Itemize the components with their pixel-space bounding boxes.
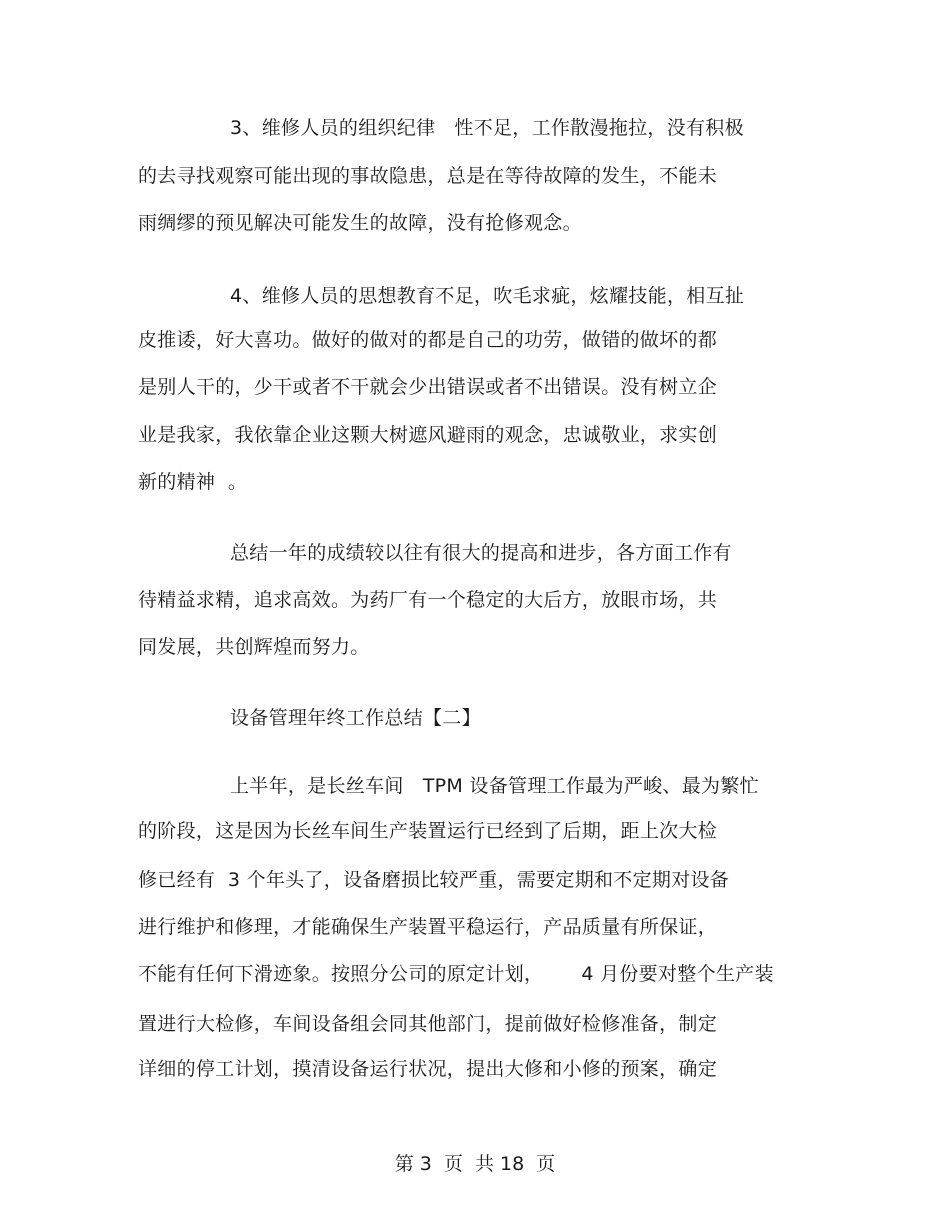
paragraph-4-line-1: 4、维修人员的思想教育不足，吹毛求疵，炫耀技能，相互扯 <box>230 285 745 307</box>
paragraph-3-line-2: 的去寻找观察可能出现的事故隐患，总是在等待故障的发生，不能未 <box>138 165 718 187</box>
paragraph-4-line-5: 新的精神 。 <box>138 471 248 493</box>
first-half-line-3: 修已经有 3 个年头了，设备磨损比较严重，需要定期和不定期对设备 <box>138 869 730 891</box>
paragraph-3-line-1: 3、维修人员的组织纪律 性不足，工作散漫拖拉，没有积极 <box>230 117 744 139</box>
first-half-line-5: 不能有任何下滑迹象。按照分公司的原定计划， 4 月份要对整个生产装 <box>138 963 774 985</box>
first-half-line-1: 上半年，是长丝车间 TPM 设备管理工作最为严峻、最为繁忙 <box>230 775 759 797</box>
paragraph-4-line-2: 皮推诿，好大喜功。做好的做对的都是自己的功劳，做错的做坏的都 <box>138 329 718 351</box>
summary-line-2: 待精益求精，追求高效。为药厂有一个稳定的大后方，放眼市场，共 <box>138 589 718 611</box>
summary-line-3: 同发展，共创辉煌而努力。 <box>138 636 370 658</box>
paragraph-4-line-4: 业是我家，我依靠企业这颗大树遮风避雨的观念，忠诚敬业，求实创 <box>138 424 718 446</box>
paragraph-3-line-3: 雨绸缪的预见解决可能发生的故障，没有抢修观念。 <box>138 212 582 234</box>
first-half-line-2: 的阶段，这是因为长丝车间生产装置运行已经到了后期，距上次大检 <box>138 820 718 842</box>
first-half-line-4: 进行维护和修理，才能确保生产装置平稳运行，产品质量有所保证， <box>138 916 718 938</box>
page-number: 第 3 页 共 18 页 <box>394 1153 556 1175</box>
section-heading: 设备管理年终工作总结【二】 <box>230 707 481 729</box>
first-half-line-7: 详细的停工计划，摸清设备运行状况，提出大修和小修的预案，确定 <box>138 1058 718 1080</box>
paragraph-4-line-3: 是别人干的，少干或者不干就会少出错误或者不出错误。没有树立企 <box>138 376 718 398</box>
first-half-line-6: 置进行大检修，车间设备组会同其他部门，提前做好检修准备，制定 <box>138 1013 718 1035</box>
summary-line-1: 总结一年的成绩较以往有很大的提高和进步，各方面工作有 <box>230 542 732 564</box>
